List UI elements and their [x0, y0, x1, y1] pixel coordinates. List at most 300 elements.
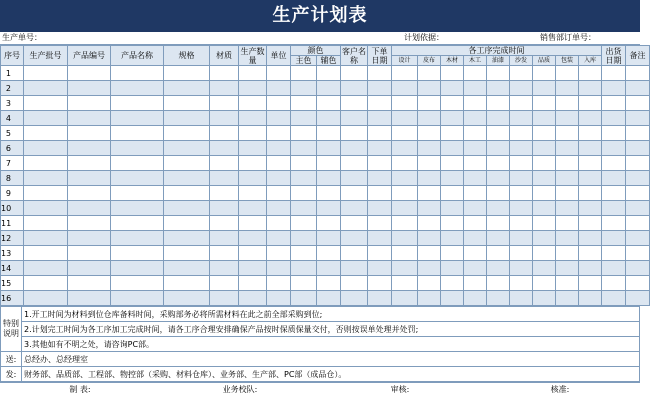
table-cell[interactable]: [392, 261, 418, 276]
table-cell[interactable]: [210, 201, 239, 216]
table-cell[interactable]: [626, 66, 650, 81]
table-cell[interactable]: [392, 141, 418, 156]
table-cell[interactable]: [239, 246, 267, 261]
table-cell[interactable]: [368, 81, 392, 96]
table-cell[interactable]: [556, 111, 579, 126]
table-cell[interactable]: [602, 201, 626, 216]
table-cell[interactable]: [239, 201, 267, 216]
table-cell[interactable]: [68, 96, 111, 111]
table-cell[interactable]: [210, 66, 239, 81]
table-cell[interactable]: [111, 216, 164, 231]
table-cell[interactable]: [68, 126, 111, 141]
table-cell[interactable]: [510, 171, 533, 186]
table-cell[interactable]: [441, 276, 464, 291]
table-cell[interactable]: [392, 276, 418, 291]
table-cell[interactable]: [341, 276, 368, 291]
table-cell[interactable]: [464, 96, 487, 111]
table-cell[interactable]: [556, 141, 579, 156]
table-cell[interactable]: [441, 66, 464, 81]
table-cell[interactable]: [341, 81, 368, 96]
table-cell[interactable]: [418, 276, 441, 291]
table-cell[interactable]: [441, 261, 464, 276]
table-cell[interactable]: [626, 156, 650, 171]
table-cell[interactable]: [418, 81, 441, 96]
table-cell[interactable]: [418, 216, 441, 231]
table-cell[interactable]: [579, 216, 602, 231]
table-cell[interactable]: [267, 171, 291, 186]
table-cell[interactable]: [487, 246, 510, 261]
table-cell[interactable]: [291, 96, 317, 111]
table-cell[interactable]: [556, 246, 579, 261]
table-cell[interactable]: [464, 141, 487, 156]
table-cell[interactable]: [24, 81, 68, 96]
table-cell[interactable]: [441, 246, 464, 261]
table-cell[interactable]: [626, 231, 650, 246]
table-cell[interactable]: [464, 231, 487, 246]
table-cell[interactable]: [579, 246, 602, 261]
table-cell[interactable]: [267, 231, 291, 246]
table-cell[interactable]: [368, 141, 392, 156]
table-cell[interactable]: [341, 66, 368, 81]
table-cell[interactable]: [556, 96, 579, 111]
table-cell[interactable]: [368, 96, 392, 111]
table-cell[interactable]: [164, 276, 210, 291]
table-cell[interactable]: [24, 171, 68, 186]
table-cell[interactable]: [418, 291, 441, 306]
table-cell[interactable]: [510, 96, 533, 111]
table-cell[interactable]: [317, 276, 341, 291]
table-cell[interactable]: [626, 216, 650, 231]
table-cell[interactable]: [418, 156, 441, 171]
table-cell[interactable]: [291, 171, 317, 186]
table-cell[interactable]: [239, 186, 267, 201]
table-cell[interactable]: [210, 111, 239, 126]
table-cell[interactable]: [164, 246, 210, 261]
table-cell[interactable]: [579, 201, 602, 216]
table-cell[interactable]: [164, 111, 210, 126]
table-cell[interactable]: [510, 111, 533, 126]
table-cell[interactable]: [239, 231, 267, 246]
table-cell[interactable]: [602, 126, 626, 141]
table-cell[interactable]: [602, 66, 626, 81]
table-cell[interactable]: [626, 291, 650, 306]
table-cell[interactable]: [533, 171, 556, 186]
table-cell[interactable]: [317, 246, 341, 261]
table-cell[interactable]: [341, 246, 368, 261]
table-cell[interactable]: [111, 261, 164, 276]
table-cell[interactable]: [291, 201, 317, 216]
table-cell[interactable]: [267, 246, 291, 261]
table-cell[interactable]: [533, 246, 556, 261]
table-cell[interactable]: [441, 186, 464, 201]
table-cell[interactable]: [418, 66, 441, 81]
table-cell[interactable]: [392, 246, 418, 261]
table-cell[interactable]: [164, 201, 210, 216]
table-cell[interactable]: [68, 66, 111, 81]
table-cell[interactable]: [210, 186, 239, 201]
table-cell[interactable]: [210, 126, 239, 141]
table-cell[interactable]: [392, 156, 418, 171]
table-cell[interactable]: [464, 156, 487, 171]
table-cell[interactable]: [111, 81, 164, 96]
table-cell[interactable]: [210, 96, 239, 111]
table-cell[interactable]: [317, 66, 341, 81]
table-cell[interactable]: [267, 276, 291, 291]
table-cell[interactable]: [441, 126, 464, 141]
table-cell[interactable]: [111, 186, 164, 201]
table-cell[interactable]: [487, 156, 510, 171]
table-cell[interactable]: [267, 81, 291, 96]
table-cell[interactable]: [487, 96, 510, 111]
table-cell[interactable]: [556, 81, 579, 96]
table-cell[interactable]: [24, 96, 68, 111]
table-cell[interactable]: [487, 276, 510, 291]
table-cell[interactable]: [626, 141, 650, 156]
table-cell[interactable]: [510, 291, 533, 306]
table-cell[interactable]: [556, 201, 579, 216]
table-cell[interactable]: [267, 186, 291, 201]
table-cell[interactable]: [556, 231, 579, 246]
table-cell[interactable]: [341, 111, 368, 126]
table-cell[interactable]: [291, 276, 317, 291]
table-cell[interactable]: [24, 141, 68, 156]
table-cell[interactable]: [602, 141, 626, 156]
table-cell[interactable]: [510, 186, 533, 201]
table-cell[interactable]: [556, 171, 579, 186]
table-cell[interactable]: [368, 261, 392, 276]
table-cell[interactable]: [579, 66, 602, 81]
table-cell[interactable]: [24, 201, 68, 216]
table-cell[interactable]: [210, 81, 239, 96]
table-cell[interactable]: [441, 291, 464, 306]
table-cell[interactable]: [24, 186, 68, 201]
table-cell[interactable]: [510, 201, 533, 216]
table-cell[interactable]: [602, 156, 626, 171]
table-cell[interactable]: [533, 216, 556, 231]
table-cell[interactable]: [291, 216, 317, 231]
table-cell[interactable]: [626, 261, 650, 276]
table-cell[interactable]: [533, 186, 556, 201]
table-cell[interactable]: [111, 276, 164, 291]
table-cell[interactable]: [556, 291, 579, 306]
table-cell[interactable]: [533, 66, 556, 81]
table-cell[interactable]: [239, 156, 267, 171]
table-cell[interactable]: [68, 261, 111, 276]
table-cell[interactable]: [602, 186, 626, 201]
table-cell[interactable]: [441, 216, 464, 231]
table-cell[interactable]: [510, 66, 533, 81]
table-cell[interactable]: [291, 66, 317, 81]
table-cell[interactable]: [392, 231, 418, 246]
table-cell[interactable]: [392, 81, 418, 96]
table-cell[interactable]: [164, 156, 210, 171]
table-cell[interactable]: [111, 156, 164, 171]
table-cell[interactable]: [68, 291, 111, 306]
table-cell[interactable]: [487, 126, 510, 141]
table-cell[interactable]: [533, 201, 556, 216]
table-cell[interactable]: [68, 81, 111, 96]
table-cell[interactable]: [602, 96, 626, 111]
table-cell[interactable]: [164, 141, 210, 156]
table-cell[interactable]: [210, 156, 239, 171]
table-cell[interactable]: [68, 186, 111, 201]
table-cell[interactable]: [317, 171, 341, 186]
table-cell[interactable]: [291, 111, 317, 126]
table-cell[interactable]: [533, 141, 556, 156]
table-cell[interactable]: [510, 156, 533, 171]
table-cell[interactable]: [441, 111, 464, 126]
table-cell[interactable]: [487, 66, 510, 81]
table-cell[interactable]: [487, 141, 510, 156]
table-cell[interactable]: [556, 66, 579, 81]
table-cell[interactable]: [111, 96, 164, 111]
table-cell[interactable]: [368, 156, 392, 171]
table-cell[interactable]: [418, 96, 441, 111]
table-cell[interactable]: [392, 111, 418, 126]
table-cell[interactable]: [111, 246, 164, 261]
table-cell[interactable]: [239, 141, 267, 156]
table-cell[interactable]: [533, 81, 556, 96]
table-cell[interactable]: [68, 141, 111, 156]
table-cell[interactable]: [556, 261, 579, 276]
table-cell[interactable]: [602, 171, 626, 186]
table-cell[interactable]: [267, 126, 291, 141]
table-cell[interactable]: [533, 96, 556, 111]
table-cell[interactable]: [267, 261, 291, 276]
table-cell[interactable]: [510, 81, 533, 96]
table-cell[interactable]: [418, 141, 441, 156]
table-cell[interactable]: [602, 276, 626, 291]
table-cell[interactable]: [464, 246, 487, 261]
table-cell[interactable]: [267, 141, 291, 156]
table-cell[interactable]: [464, 171, 487, 186]
table-cell[interactable]: [368, 246, 392, 261]
table-cell[interactable]: [24, 126, 68, 141]
table-cell[interactable]: [164, 216, 210, 231]
table-cell[interactable]: [239, 111, 267, 126]
table-cell[interactable]: [239, 81, 267, 96]
table-cell[interactable]: [368, 231, 392, 246]
table-cell[interactable]: [579, 171, 602, 186]
table-cell[interactable]: [602, 216, 626, 231]
table-cell[interactable]: [24, 231, 68, 246]
table-cell[interactable]: [579, 276, 602, 291]
table-cell[interactable]: [68, 156, 111, 171]
table-cell[interactable]: [267, 156, 291, 171]
table-cell[interactable]: [579, 186, 602, 201]
table-cell[interactable]: [579, 141, 602, 156]
table-cell[interactable]: [24, 276, 68, 291]
table-cell[interactable]: [111, 111, 164, 126]
table-cell[interactable]: [441, 201, 464, 216]
table-cell[interactable]: [24, 291, 68, 306]
table-cell[interactable]: [626, 201, 650, 216]
table-cell[interactable]: [291, 261, 317, 276]
table-cell[interactable]: [111, 66, 164, 81]
table-cell[interactable]: [464, 291, 487, 306]
table-cell[interactable]: [210, 231, 239, 246]
table-cell[interactable]: [579, 156, 602, 171]
table-cell[interactable]: [341, 261, 368, 276]
table-cell[interactable]: [579, 96, 602, 111]
table-cell[interactable]: [626, 186, 650, 201]
table-cell[interactable]: [441, 96, 464, 111]
table-cell[interactable]: [341, 231, 368, 246]
table-cell[interactable]: [368, 111, 392, 126]
table-cell[interactable]: [239, 126, 267, 141]
table-cell[interactable]: [602, 111, 626, 126]
table-cell[interactable]: [533, 261, 556, 276]
table-cell[interactable]: [602, 291, 626, 306]
table-cell[interactable]: [579, 126, 602, 141]
table-cell[interactable]: [368, 126, 392, 141]
table-cell[interactable]: [510, 261, 533, 276]
table-cell[interactable]: [487, 171, 510, 186]
table-cell[interactable]: [441, 231, 464, 246]
table-cell[interactable]: [368, 276, 392, 291]
table-cell[interactable]: [341, 126, 368, 141]
table-cell[interactable]: [626, 111, 650, 126]
table-cell[interactable]: [533, 156, 556, 171]
table-cell[interactable]: [487, 81, 510, 96]
table-cell[interactable]: [556, 156, 579, 171]
table-cell[interactable]: [341, 171, 368, 186]
table-cell[interactable]: [164, 171, 210, 186]
table-cell[interactable]: [111, 201, 164, 216]
table-cell[interactable]: [510, 276, 533, 291]
table-cell[interactable]: [579, 261, 602, 276]
table-cell[interactable]: [341, 201, 368, 216]
table-cell[interactable]: [341, 186, 368, 201]
table-cell[interactable]: [164, 291, 210, 306]
table-cell[interactable]: [317, 81, 341, 96]
table-cell[interactable]: [441, 171, 464, 186]
table-cell[interactable]: [368, 171, 392, 186]
table-cell[interactable]: [317, 126, 341, 141]
table-cell[interactable]: [579, 81, 602, 96]
table-cell[interactable]: [239, 276, 267, 291]
table-cell[interactable]: [68, 246, 111, 261]
table-cell[interactable]: [392, 66, 418, 81]
table-cell[interactable]: [68, 171, 111, 186]
table-cell[interactable]: [392, 201, 418, 216]
table-cell[interactable]: [291, 231, 317, 246]
table-cell[interactable]: [418, 231, 441, 246]
table-cell[interactable]: [579, 111, 602, 126]
table-cell[interactable]: [317, 231, 341, 246]
table-cell[interactable]: [68, 201, 111, 216]
table-cell[interactable]: [487, 216, 510, 231]
table-cell[interactable]: [210, 276, 239, 291]
table-cell[interactable]: [464, 186, 487, 201]
table-cell[interactable]: [392, 126, 418, 141]
table-cell[interactable]: [210, 261, 239, 276]
table-cell[interactable]: [111, 231, 164, 246]
table-cell[interactable]: [341, 216, 368, 231]
table-cell[interactable]: [210, 246, 239, 261]
table-cell[interactable]: [464, 261, 487, 276]
table-cell[interactable]: [111, 171, 164, 186]
table-cell[interactable]: [68, 231, 111, 246]
table-cell[interactable]: [418, 201, 441, 216]
table-cell[interactable]: [291, 156, 317, 171]
table-cell[interactable]: [341, 141, 368, 156]
table-cell[interactable]: [164, 81, 210, 96]
table-cell[interactable]: [267, 96, 291, 111]
table-cell[interactable]: [164, 186, 210, 201]
table-cell[interactable]: [291, 291, 317, 306]
table-cell[interactable]: [164, 261, 210, 276]
table-cell[interactable]: [239, 96, 267, 111]
table-cell[interactable]: [510, 216, 533, 231]
table-cell[interactable]: [267, 66, 291, 81]
table-cell[interactable]: [602, 261, 626, 276]
table-cell[interactable]: [111, 291, 164, 306]
table-cell[interactable]: [317, 216, 341, 231]
table-cell[interactable]: [418, 171, 441, 186]
table-cell[interactable]: [533, 231, 556, 246]
table-cell[interactable]: [24, 216, 68, 231]
table-cell[interactable]: [626, 126, 650, 141]
table-cell[interactable]: [464, 81, 487, 96]
table-cell[interactable]: [164, 231, 210, 246]
table-cell[interactable]: [626, 171, 650, 186]
table-cell[interactable]: [317, 141, 341, 156]
table-cell[interactable]: [418, 111, 441, 126]
table-cell[interactable]: [239, 291, 267, 306]
table-cell[interactable]: [418, 261, 441, 276]
table-cell[interactable]: [441, 81, 464, 96]
table-cell[interactable]: [487, 291, 510, 306]
table-cell[interactable]: [368, 201, 392, 216]
table-cell[interactable]: [533, 276, 556, 291]
table-cell[interactable]: [392, 291, 418, 306]
table-cell[interactable]: [341, 291, 368, 306]
table-cell[interactable]: [291, 81, 317, 96]
table-cell[interactable]: [24, 66, 68, 81]
table-cell[interactable]: [368, 216, 392, 231]
table-cell[interactable]: [317, 111, 341, 126]
table-cell[interactable]: [533, 126, 556, 141]
table-cell[interactable]: [464, 111, 487, 126]
table-cell[interactable]: [626, 81, 650, 96]
table-cell[interactable]: [291, 186, 317, 201]
table-cell[interactable]: [626, 276, 650, 291]
table-cell[interactable]: [464, 126, 487, 141]
table-cell[interactable]: [487, 186, 510, 201]
table-cell[interactable]: [487, 201, 510, 216]
table-cell[interactable]: [210, 291, 239, 306]
table-cell[interactable]: [602, 231, 626, 246]
table-cell[interactable]: [464, 201, 487, 216]
table-cell[interactable]: [210, 171, 239, 186]
table-cell[interactable]: [111, 126, 164, 141]
table-cell[interactable]: [111, 141, 164, 156]
table-cell[interactable]: [317, 96, 341, 111]
table-cell[interactable]: [164, 126, 210, 141]
table-cell[interactable]: [24, 156, 68, 171]
table-cell[interactable]: [510, 141, 533, 156]
table-cell[interactable]: [441, 141, 464, 156]
table-cell[interactable]: [464, 276, 487, 291]
table-cell[interactable]: [510, 246, 533, 261]
table-cell[interactable]: [68, 276, 111, 291]
table-cell[interactable]: [291, 246, 317, 261]
table-cell[interactable]: [418, 126, 441, 141]
table-cell[interactable]: [487, 231, 510, 246]
table-cell[interactable]: [24, 246, 68, 261]
table-cell[interactable]: [579, 231, 602, 246]
